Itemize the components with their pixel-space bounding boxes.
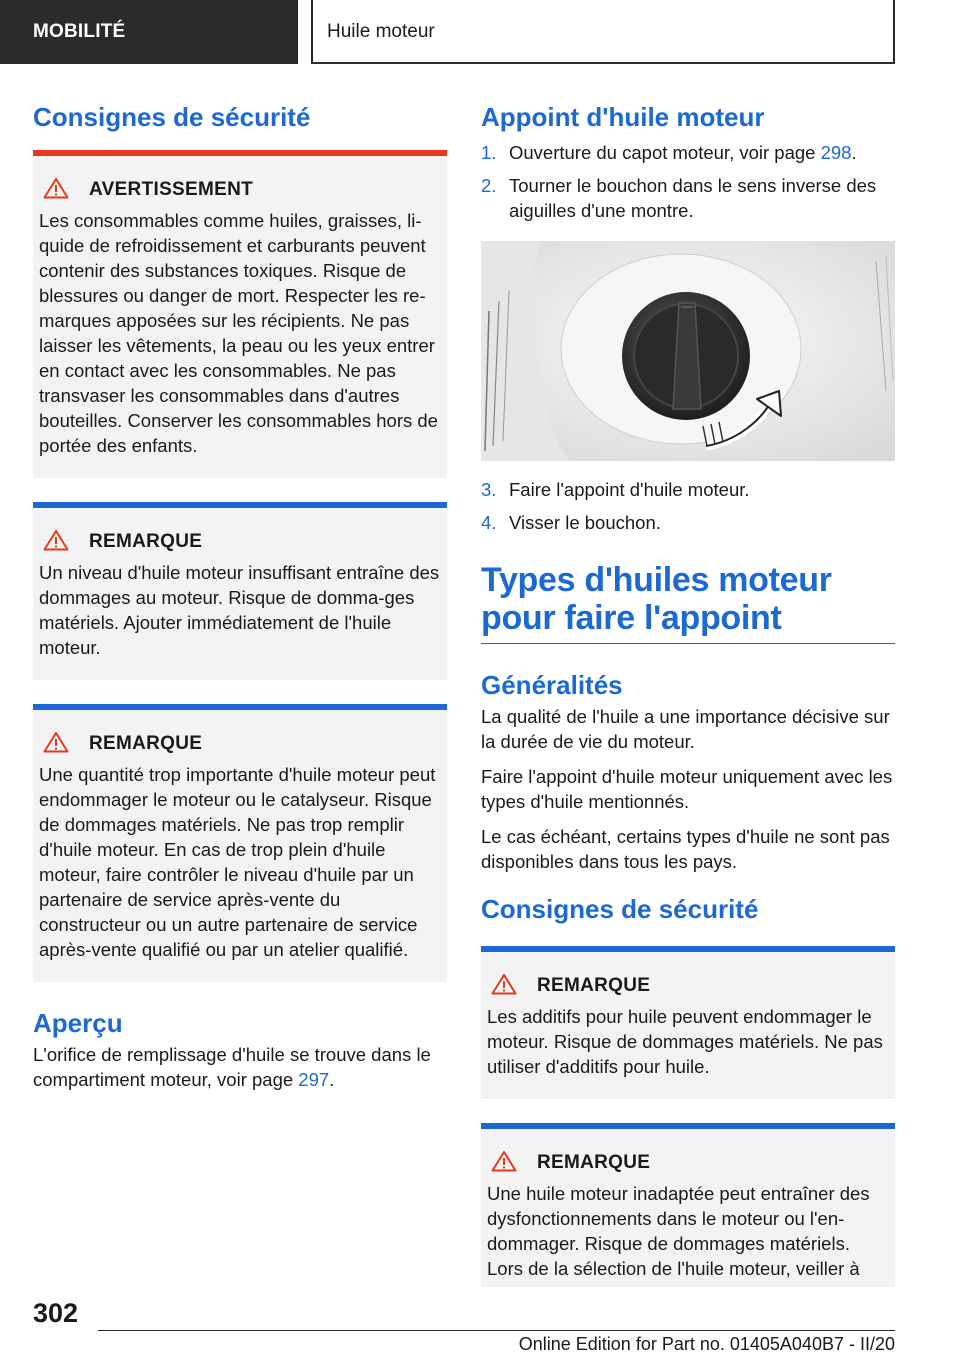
note-box-3 — [481, 946, 895, 1099]
step-number: 3. — [481, 479, 497, 500]
warning-triangle-icon — [43, 177, 71, 204]
general-text-2: Faire l'appoint d'huile moteur uniquement avec les types d'huile mentionnés. — [481, 766, 893, 812]
general-text-1: La qualité de l'huile a une importance décisive sur la durée de vie du moteur. — [481, 706, 890, 752]
general-heading: Généralités — [481, 670, 623, 700]
step-text: Ouverture du capot moteur, voir page — [509, 142, 821, 163]
heading-rule — [481, 643, 895, 644]
header-section-tab: MOBILITÉ — [0, 0, 298, 64]
note-label: REMARQUE — [89, 733, 203, 754]
list-item — [481, 140, 895, 165]
step-text: Tourner le bouchon dans le sens inverse des aiguilles d'une montre. — [509, 175, 877, 221]
note-text: Une quantité trop importante d'huile moteur peut endommager le moteur ou le catalyseur. Risque de dommages matériels. Ne pas trop remplir d'huile moteur. En cas de trop plein d'huile moteur, faire contrôler le niveau d'huile par un partenaire de service après-vente du constructeur ou un autre partenaire de service après-vente qualifié ou par un atelier qualifié. — [39, 764, 436, 960]
steps-list-b — [481, 477, 895, 535]
page-number: 302 — [33, 1298, 79, 1328]
warning-triangle-icon — [491, 1150, 519, 1177]
steps-list-a — [481, 140, 895, 223]
oil-cap-illustration — [481, 241, 895, 461]
note-text: Une huile moteur inadaptée peut entraîner des dysfonctionnements dans le moteur ou l'en-dommager. Risque de dommages matériels. Lors de la sélection de l'huile moteur, veiller à — [487, 1183, 870, 1279]
page-link-297[interactable]: 297 — [298, 1069, 330, 1090]
step-number: 4. — [481, 512, 497, 533]
step-text: Faire l'appoint d'huile moteur. — [509, 479, 750, 500]
list-item — [481, 173, 895, 223]
step-number: 2. — [481, 175, 497, 196]
note-text: Un niveau d'huile moteur insuffisant entraîne des dommages au moteur. Risque de domma-ges matériels. Ajouter immédiatement de l'huile moteur. — [39, 562, 440, 658]
page-link-298[interactable]: 298 — [820, 142, 852, 163]
warning-triangle-icon — [43, 529, 71, 556]
footer-rule — [98, 1330, 895, 1331]
step-suffix: . — [851, 142, 857, 163]
footer-edition: Online Edition for Part no. 01405A040B7 - II/20 — [518, 1334, 895, 1354]
list-item — [481, 477, 895, 502]
note-box-1 — [33, 502, 447, 680]
note-label: REMARQUE — [89, 531, 203, 552]
warning-label: AVERTISSEMENT — [89, 179, 254, 200]
note-text: Les additifs pour huile peuvent endommager le moteur. Risque de dommages matériels. Ne pas utiliser d'additifs pour huile. — [487, 1006, 883, 1077]
safety-heading-2: Consignes de sécurité — [481, 894, 759, 924]
list-item — [481, 510, 895, 535]
note-label: REMARQUE — [537, 975, 651, 996]
general-text-3: Le cas échéant, certains types d'huile ne sont pas disponibles dans tous les pays. — [481, 826, 890, 872]
safety-heading: Consignes de sécurité — [33, 102, 311, 132]
step-number: 1. — [481, 142, 497, 163]
right-column — [481, 100, 895, 1311]
overview-suffix: . — [329, 1069, 335, 1090]
header-chapter-title: Huile moteur — [311, 0, 895, 64]
warning-triangle-icon — [491, 973, 519, 1000]
overview-text — [33, 1042, 447, 1092]
warning-box — [33, 150, 447, 478]
note-box-2 — [33, 704, 447, 982]
warning-text: Les consommables comme huiles, graisses, li-quide de refroidissement et carburants peuvent contenir des substances toxiques. Risque de blessures ou danger de mort. Respecter les re-marques apposées sur les récipients. Ne pas laisser les vêtements, la peau ou les yeux entrer en contact avec les consommables. Ne pas transvaser les consommables dans d'autres bouteilles. Conserver les consommables hors de portée des enfants. — [39, 210, 438, 456]
note-box-4 — [481, 1123, 895, 1287]
left-column — [33, 100, 447, 1102]
step-text: Visser le bouchon. — [509, 512, 661, 533]
warning-triangle-icon — [43, 731, 71, 758]
overview-heading: Aperçu — [33, 1008, 123, 1038]
overview-text-body: L'orifice de remplissage d'huile se trouve dans le compartiment moteur, voir page — [33, 1044, 431, 1090]
oil-types-heading: Types d'huiles moteur pour faire l'appoint — [481, 561, 832, 637]
oil-topup-heading: Appoint d'huile moteur — [481, 102, 765, 132]
note-label: REMARQUE — [537, 1152, 651, 1173]
